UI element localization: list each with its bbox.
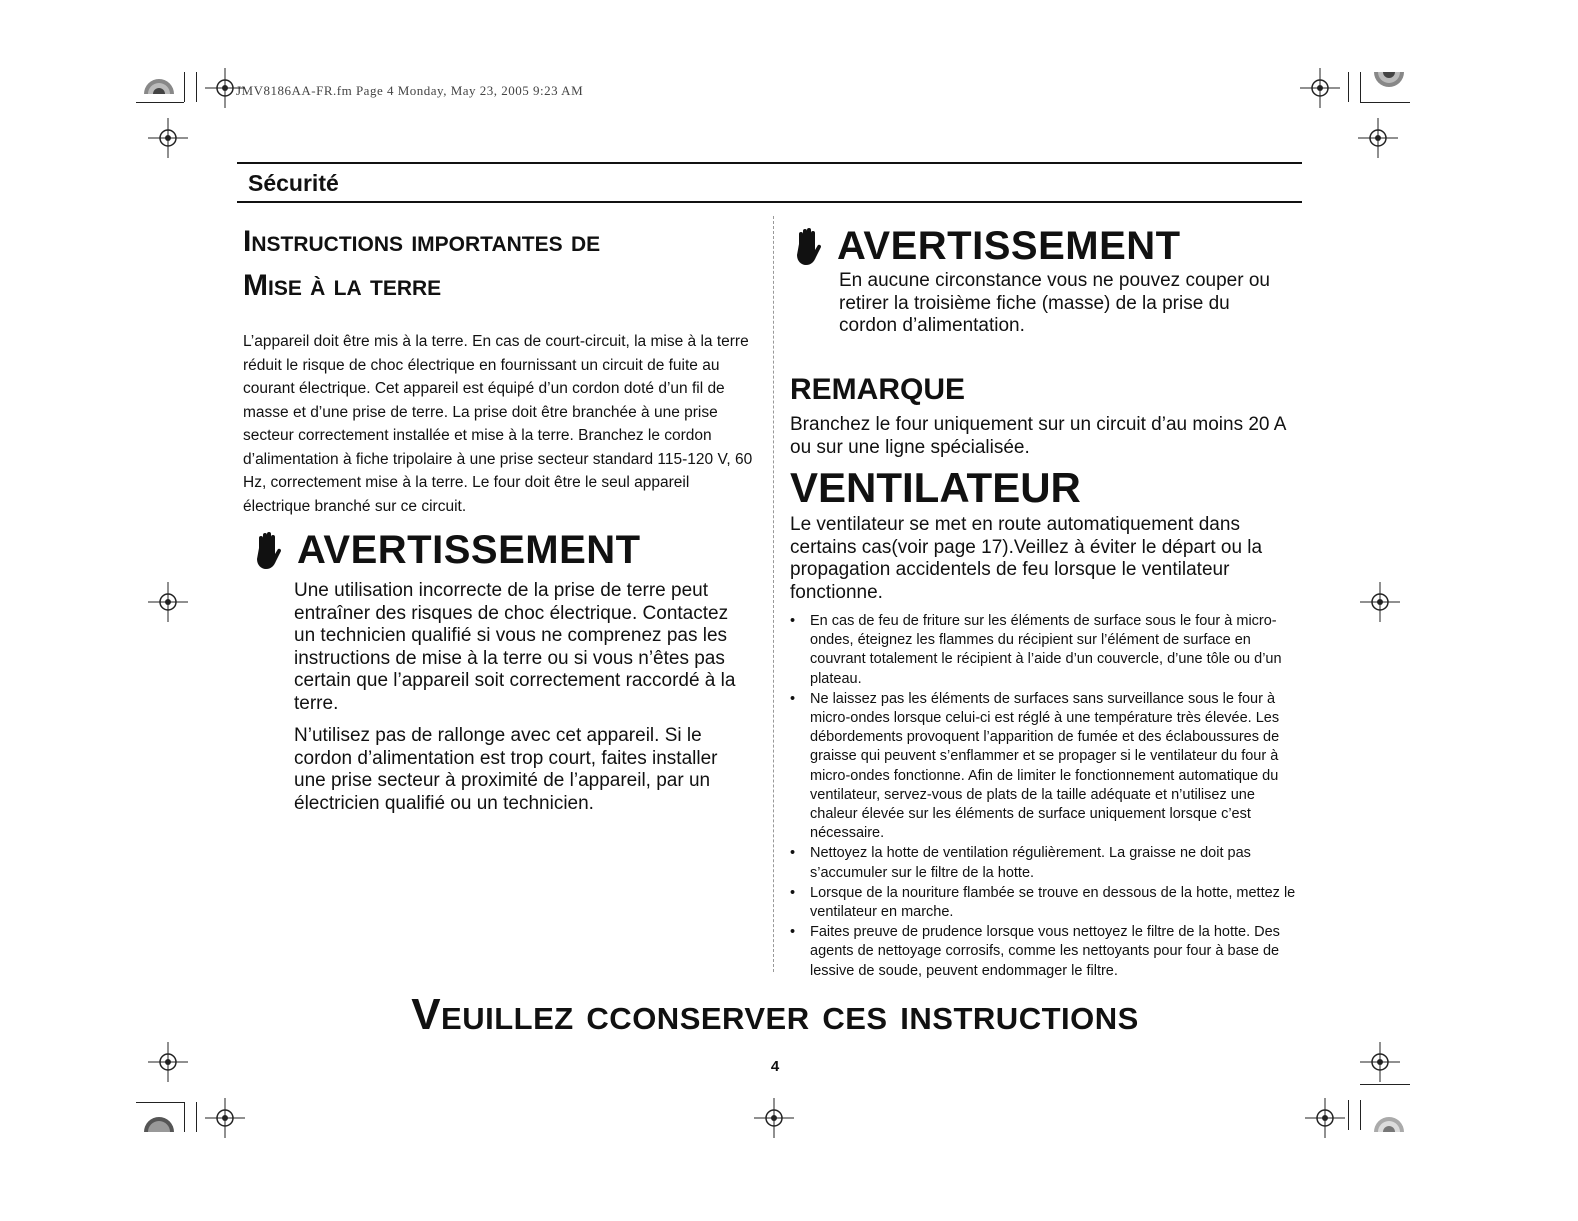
list-item: • Lorsque de la nouriture flambée se trouve en dessous de la hotte, mettez le ventilateur en marche. [790,884,1296,921]
page-number: 4 [770,1058,780,1075]
registration-mark-icon [1305,1098,1345,1138]
crop-mark [1348,1100,1349,1130]
hand-stop-icon [793,226,823,266]
right-warning-title: AVERTISSEMENT [837,224,1181,268]
list-item: • Ne laissez pas les éléments de surfaces sans surveillance sous le four à micro-ondes lorsque celui-ci est réglé à une température très élevée. Les débordements provoquent l’apparition de fumée et des éclaboussures de graisse qui peuvent s’enflammer et se propager si le ventilateur du four à micro-ondes fonctionne. Afin de limiter le fonctionnement automatique du ventilateur, servez-vous de plats de la taille adéquate et n’utilisez une chaleur élevée sur les éléments de surface uniquement lorsque c’est nécessaire. [790,690,1280,842]
header-rule-top [237,162,1302,164]
remarque-title: REMARQUE [790,373,966,406]
registration-mark-icon [1360,582,1400,622]
registration-mark-icon [148,1042,188,1082]
registration-mark-icon [148,582,188,622]
crop-mark [136,102,184,103]
left-warning-p2: N’utilisez pas de rallonge avec cet appareil. Si le cordon d’alimentation est trop court, faites installer une prise secteur à proximité de l’appareil, par un électricien qualifié ou un technicien. [294,725,718,814]
list-item: • Nettoyez la hotte de ventilation régulièrement. La graisse ne doit pas s’accumuler sur le filtre de la hotte. [790,845,1251,881]
color-target-icon [142,1108,176,1134]
crop-mark [136,1102,184,1103]
ventilateur-section [790,464,1305,982]
ventilateur-intro: Le ventilateur se met en route automatiquement dans certains cas(voir page 17).Veillez à éviter le départ ou la propagation accidentels de feu lorsque le ventilateur fonctionne. [790,514,1263,603]
crop-mark [184,1102,185,1132]
crop-mark [1348,72,1349,102]
crop-mark [1360,102,1410,103]
crop-mark [196,72,197,102]
list-item: • Faites preuve de prudence lorsque vous nettoyez le filtre de la hotte. Des agents de nettoyage corrosifs, comme les nettoyants pour four à base de lessive de soude, peuvent endommager le filtre. [790,924,1280,979]
color-target-icon [1372,70,1406,96]
remarque-section [790,372,1305,459]
remarque-text: Branchez le four uniquement sur un circuit d’au moins 20 A ou sur une ligne spécialisée. [790,414,1286,458]
header-rule-bottom [237,201,1302,203]
registration-mark-icon [205,68,245,108]
ventilateur-title: VENTILATEUR [790,464,1081,511]
left-warning-title: AVERTISSEMENT [297,528,641,572]
footer-title: Veuillez cconserver ces instructions [411,990,1139,1039]
color-target-icon [1372,1108,1406,1134]
crop-mark [184,72,185,102]
crop-mark [1360,1084,1410,1085]
grounding-heading-line1: Instructions importantes de [243,225,601,258]
hand-stop-icon [253,530,283,570]
crop-mark [196,1102,197,1132]
ventilateur-bullet-list [790,612,1305,981]
left-warning [253,526,753,815]
registration-mark-icon [1358,118,1398,158]
registration-mark-icon [754,1098,794,1138]
right-warning-text: En aucune circonstance vous ne pouvez couper ou retirer la troisième fiche (masse) de la prise du cordon d’alimentation. [839,270,1270,336]
crop-mark [1360,1100,1361,1130]
registration-mark-icon [1300,68,1340,108]
print-header: JMV8186AA-FR.fm Page 4 Monday, May 23, 2005 9:23 AM [236,83,584,98]
grounding-intro: L’appareil doit être mis à la terre. En cas de court-circuit, la mise à la terre réduit le risque de choc électrique en fournissant un circuit de fuite au courant électrique. Cet appareil est équipé d’un cordon doté d’un fil de masse et d’une prise de terre. La prise doit être branchée à une prise secteur correctement installée et mise à la terre. Branchez le cordon d’alimentation à fiche tripolaire à une prise secteur standard 115-120 V, 60 Hz, correctement mise à la terre. Le four doit être le seul appareil électrique branché sur ce circuit. [243,333,753,515]
left-column [243,220,753,518]
list-item: • En cas de feu de friture sur les éléments de surface sous le four à micro-ondes, éteignez les flammes du récipient sur l’élément de surface en couvrant totalement le récipient à l’aide d’un couvercle, d’une tôle ou d’un plateau. [790,613,1282,687]
right-warning [793,222,1303,338]
registration-mark-icon [1360,1042,1400,1082]
column-divider [773,216,774,972]
section-label: Sécurité [248,170,339,196]
grounding-heading [243,220,753,308]
grounding-heading-line2: Mise à la terre [243,269,442,302]
color-target-icon [142,70,176,96]
left-warning-p1: Une utilisation incorrecte de la prise de terre peut entraîner des risques de choc électrique. Contactez un technicien qualifié si vous ne comprenez pas les instructions de mise à la terre ou si vous n’êtes pas certain que l’appareil soit correctement raccordé à la terre. [294,580,736,714]
registration-mark-icon [148,118,188,158]
crop-mark [1360,72,1361,102]
registration-mark-icon [205,1098,245,1138]
